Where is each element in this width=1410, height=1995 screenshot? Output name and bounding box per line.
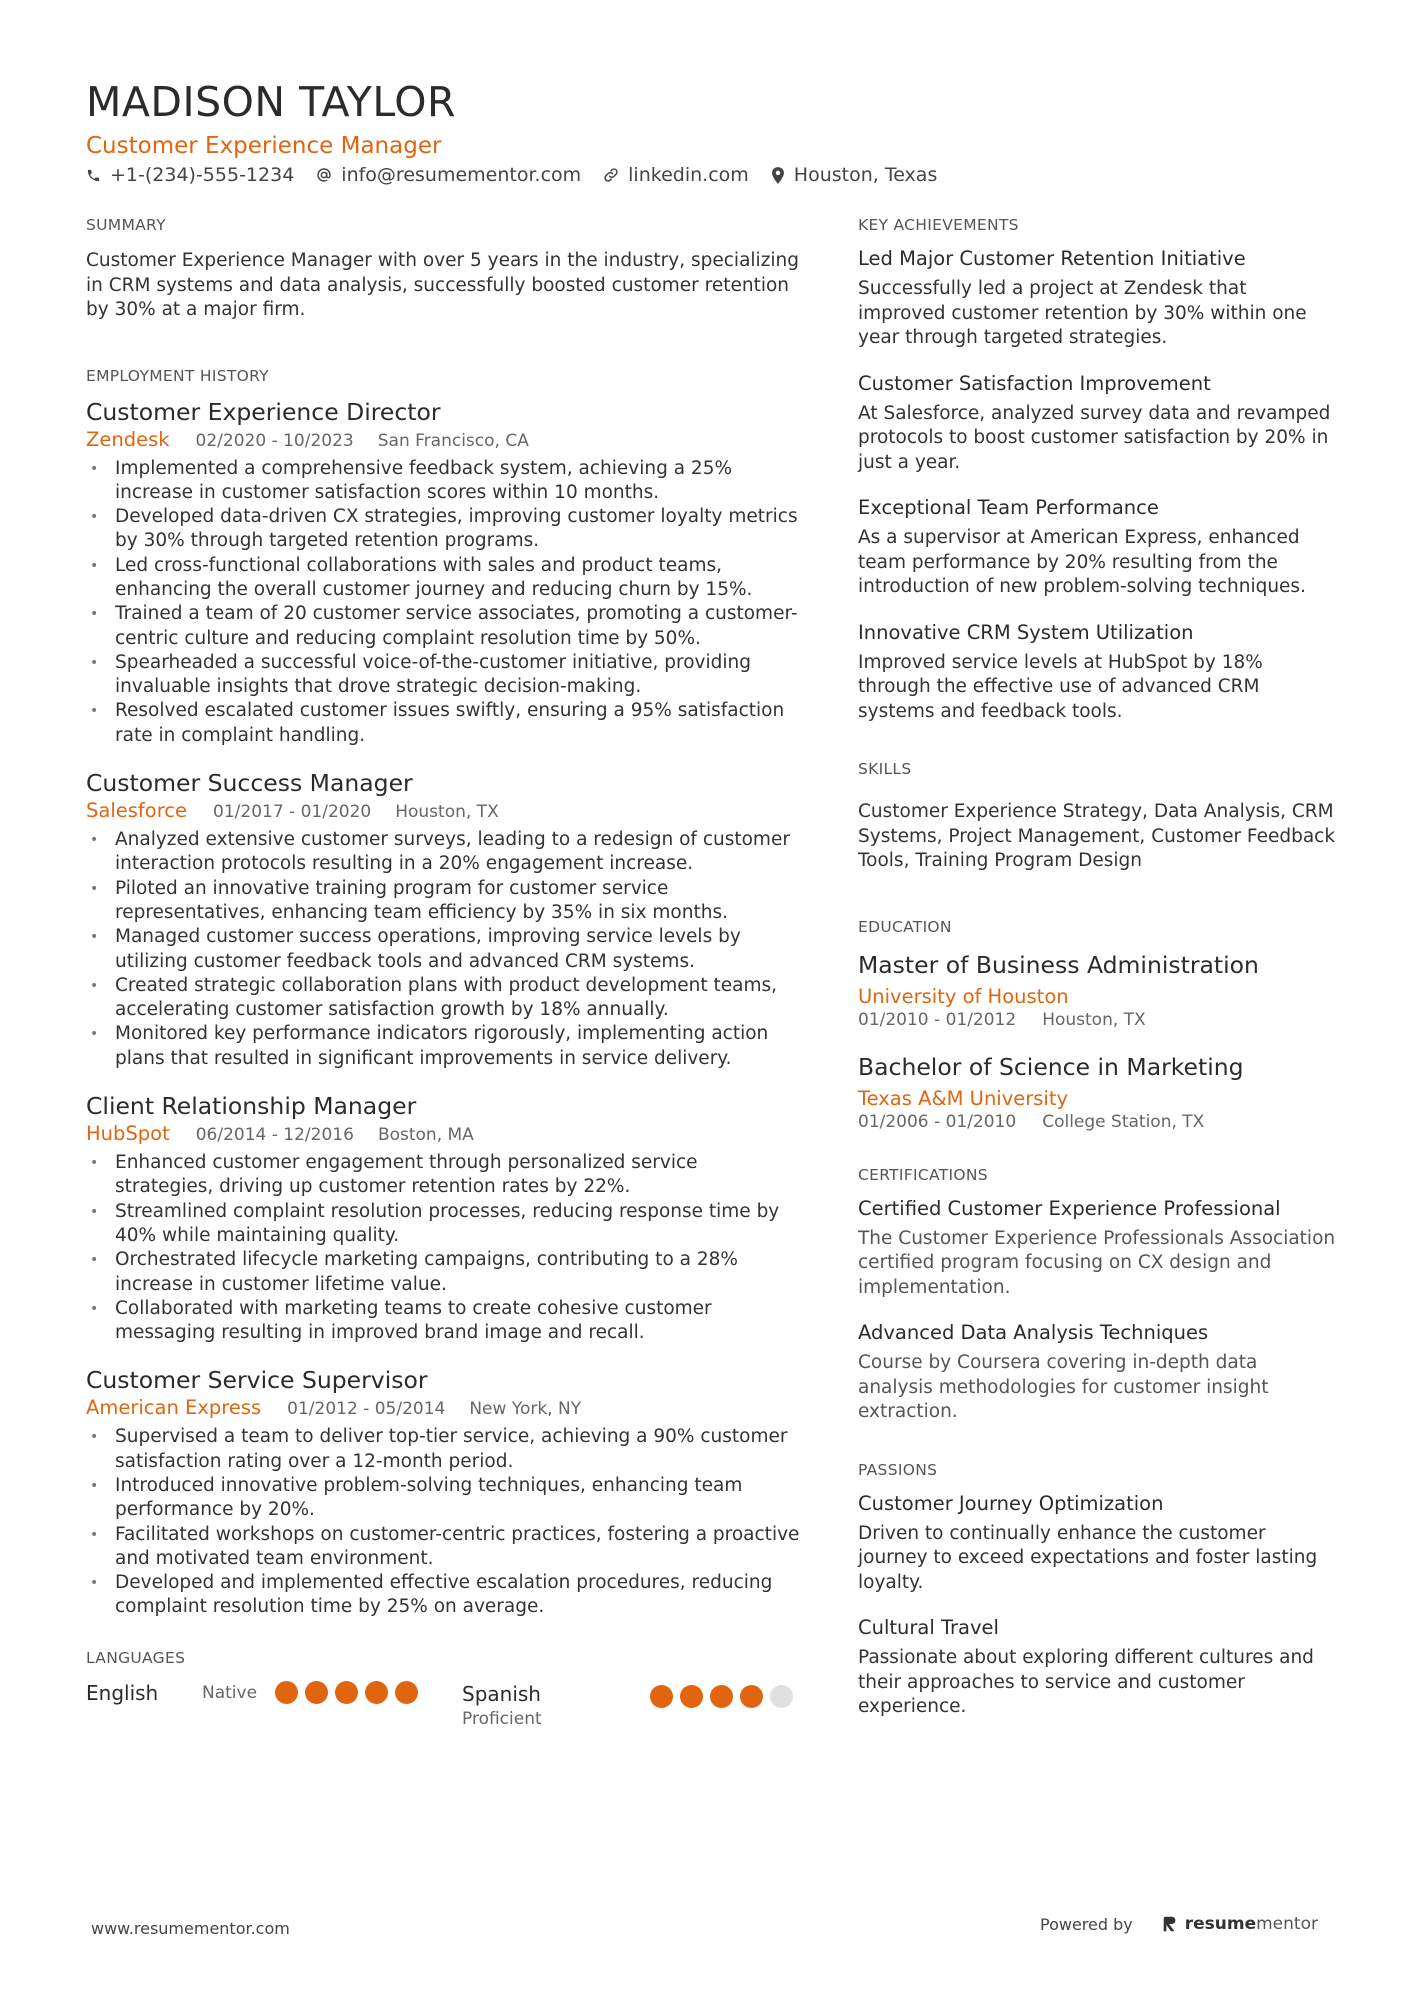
job-title: Customer Success Manager <box>86 769 413 798</box>
job-bullet: • Managed customer success operations, improving service levels by utilizing customer feedback tools and advanced CRM systems. <box>86 925 801 974</box>
section-heading-employment: EMPLOYMENT HISTORY <box>86 366 269 385</box>
language-item <box>462 1681 800 1731</box>
rating-dot-filled <box>680 1685 703 1708</box>
certification-description: Course by Coursera covering in-depth data analysis methodologies for customer insight extraction. <box>858 1352 1269 1422</box>
footer-website-link[interactable]: www.resumementor.com <box>91 1919 290 1938</box>
candidate-name: MADISON TAYLOR <box>86 78 456 126</box>
section-heading-skills: SKILLS <box>858 760 912 778</box>
education-school: Texas A&M University <box>858 1086 1069 1110</box>
job-bullet: • Supervised a team to deliver top-tier service, achieving a 90% customer satisfaction rating over a 12-month period. <box>86 1425 801 1474</box>
job-bullet: • Trained a team of 20 customer service associates, promoting a customer-centric culture and reducing complaint resolution time by 50%. <box>86 602 801 651</box>
achievement-title: Customer Satisfaction Improvement <box>858 371 1211 395</box>
achievement-item <box>858 495 1338 600</box>
job-bullet: • Piloted an innovative training program for customer service representatives, enhancing team efficiency by 35% in six months. <box>86 877 801 926</box>
section-heading-languages: LANGUAGES <box>86 1648 186 1667</box>
location-pin-icon <box>771 167 785 184</box>
job-location: Boston, MA <box>377 1125 474 1146</box>
phone-icon <box>86 168 101 183</box>
job-meta <box>86 1122 801 1145</box>
achievement-item <box>858 246 1338 351</box>
language-rating <box>275 1681 425 1704</box>
job-bullet-list <box>86 1151 801 1345</box>
education-location: Houston, TX <box>1042 1009 1146 1030</box>
job-bullet: • Facilitated workshops on customer-centric practices, fostering a proactive and motivated team environment. <box>86 1523 801 1572</box>
achievement-title: Exceptional Team Performance <box>858 496 1159 519</box>
job-company: American Express <box>86 1396 262 1420</box>
left-column <box>86 216 801 1731</box>
achievement-title: Led Major Customer Retention Initiative <box>858 247 1246 270</box>
rating-dot-filled <box>335 1681 358 1704</box>
language-name: Spanish <box>462 1681 541 1706</box>
job-title: Customer Service Supervisor <box>86 1366 428 1395</box>
certification-item <box>858 1196 1338 1301</box>
language-level: Native <box>202 1682 258 1703</box>
language-rating <box>650 1685 800 1708</box>
education-school: University of Houston <box>858 984 1069 1008</box>
employment-section <box>86 367 801 1620</box>
link-icon <box>603 167 619 183</box>
certification-title: Advanced Data Analysis Techniques <box>858 1321 1209 1344</box>
summary-section <box>86 216 801 323</box>
education-item <box>858 1052 1338 1132</box>
passions-section <box>858 1461 1338 1720</box>
job-dates: 02/2020 - 10/2023 <box>195 430 354 451</box>
contact-linkedin[interactable] <box>603 164 749 186</box>
passion-description: Driven to continually enhance the customer journey to exceed expectations and foster lasting loyalty. <box>858 1522 1318 1593</box>
job-bullet: • Streamlined complaint resolution processes, reducing response time by 40% while maintaining quality. <box>86 1200 801 1249</box>
section-heading-passions: PASSIONS <box>858 1460 938 1479</box>
right-column <box>858 216 1338 1740</box>
education-list <box>858 950 1338 1132</box>
brand-logo[interactable] <box>1161 1914 1318 1934</box>
contact-phone-text: +1-(234)-555-1234 <box>110 164 295 186</box>
skills-text: Customer Experience Strategy, Data Analysis, CRM Systems, Project Management, Customer Feedback Tools, Training Program Design <box>858 801 1336 871</box>
contact-location <box>771 164 938 186</box>
languages-section <box>86 1649 801 1731</box>
education-degree: Master of Business Administration <box>858 950 1259 979</box>
job-bullet: • Created strategic collaboration plans with product development teams, accelerating customer satisfaction growth by 18% annually. <box>86 974 801 1023</box>
job-bullet: • Analyzed extensive customer surveys, leading to a redesign of customer interaction protocols resulting in a 20% engagement increase. <box>86 828 801 877</box>
contact-linkedin-text: linkedin.com <box>628 164 749 186</box>
language-name: English <box>86 1680 159 1705</box>
job-bullet: • Introduced innovative problem-solving techniques, enhancing team performance by 20%. <box>86 1474 801 1523</box>
language-list <box>86 1681 801 1731</box>
rating-dot-filled <box>365 1681 388 1704</box>
rating-dot-filled <box>305 1681 328 1704</box>
education-dates: 01/2010 - 01/2012 <box>858 1009 1017 1030</box>
passion-title: Customer Journey Optimization <box>858 1491 1164 1515</box>
language-item <box>86 1681 462 1705</box>
job-location: New York, NY <box>469 1399 582 1420</box>
rating-dot-filled <box>740 1685 763 1708</box>
brand-name-bold: resume <box>1184 1914 1257 1934</box>
passion-description: Passionate about exploring different cultures and their approaches to service and customer experience. <box>858 1647 1314 1717</box>
education-degree: Bachelor of Science in Marketing <box>858 1052 1244 1081</box>
candidate-title: Customer Experience Manager <box>86 133 442 159</box>
achievement-item <box>858 371 1338 476</box>
contact-phone[interactable] <box>86 164 294 186</box>
job-bullet: • Enhanced customer engagement through personalized service strategies, driving up customer retention rates by 22%. <box>86 1151 801 1200</box>
section-heading-achievements: KEY ACHIEVEMENTS <box>858 216 1019 234</box>
education-dates: 01/2006 - 01/2010 <box>858 1111 1017 1132</box>
job-meta <box>86 1396 801 1419</box>
resumementor-logo-icon <box>1161 1915 1179 1933</box>
achievement-description: At Salesforce, analyzed survey data and revamped protocols to boost customer satisfaction by 20% in just a year. <box>858 402 1331 473</box>
job-dates: 01/2017 - 01/2020 <box>213 802 372 823</box>
brand-name-light: mentor <box>1256 1914 1318 1934</box>
job-meta <box>86 428 801 451</box>
passion-title: Cultural Travel <box>858 1616 999 1639</box>
job-bullet: • Developed data-driven CX strategies, improving customer loyalty metrics by 30% through targeted retention programs. <box>86 505 801 554</box>
section-heading-education: EDUCATION <box>858 917 952 936</box>
education-location: College Station, TX <box>1042 1111 1205 1132</box>
rating-dot-filled <box>395 1681 418 1704</box>
passion-item <box>858 1615 1338 1720</box>
section-heading-certifications: CERTIFICATIONS <box>858 1165 988 1184</box>
job-title: Customer Experience Director <box>86 397 441 426</box>
achievement-description: As a supervisor at American Express, enhanced team performance by 20% resulting from the introduction of new problem-solving techniques. <box>858 527 1306 597</box>
job-company: Salesforce <box>86 799 188 823</box>
certifications-section <box>858 1166 1338 1425</box>
certification-item <box>858 1320 1338 1425</box>
contact-email[interactable] <box>316 164 581 186</box>
certification-list <box>858 1196 1338 1425</box>
skills-section <box>858 760 1338 874</box>
achievement-list <box>858 246 1338 724</box>
achievement-item <box>858 620 1338 725</box>
job-bullet: • Collaborated with marketing teams to create cohesive customer messaging resulting in improved brand image and recall. <box>86 1297 801 1346</box>
job-location: Houston, TX <box>395 802 499 823</box>
achievement-title: Innovative CRM System Utilization <box>858 620 1194 644</box>
contact-bar <box>86 164 959 186</box>
achievement-description: Improved service levels at HubSpot by 18% through the effective use of advanced CRM systems and feedback tools. <box>858 651 1263 722</box>
job-bullet-list <box>86 828 801 1071</box>
job-bullet-list <box>86 1425 801 1619</box>
rating-dot-filled <box>650 1685 673 1708</box>
job-list <box>86 397 801 1620</box>
job-entry <box>86 397 801 749</box>
achievement-description: Successfully led a project at Zendesk that improved customer retention by 30% within one year through targeted strategies. <box>858 278 1307 348</box>
certification-description: The Customer Experience Professionals Association certified program focusing on CX design and implementation. <box>858 1227 1336 1298</box>
job-bullet: • Orchestrated lifecycle marketing campaigns, contributing to a 28% increase in customer lifetime value. <box>86 1248 801 1297</box>
contact-email-text: info@resumementor.com <box>341 164 582 186</box>
footer-branding <box>1040 1914 1318 1934</box>
passion-item <box>858 1491 1338 1596</box>
powered-by-label: Powered by <box>1040 1914 1133 1934</box>
contact-location-text: Houston, Texas <box>793 164 938 186</box>
job-company: Zendesk <box>86 427 170 451</box>
job-title: Client Relationship Manager <box>86 1092 417 1121</box>
job-bullet: • Spearheaded a successful voice-of-the-customer initiative, providing invaluable insights that drove strategic decision-making. <box>86 651 801 700</box>
language-level: Proficient <box>462 1708 542 1729</box>
job-bullet: • Led cross-functional collaborations with sales and product teams, enhancing the overall customer journey and reducing churn by 15%. <box>86 554 801 603</box>
job-entry <box>86 1365 801 1619</box>
job-bullet-list <box>86 457 801 749</box>
education-section <box>858 918 1338 1132</box>
job-entry <box>86 1091 801 1345</box>
section-heading-summary: SUMMARY <box>86 216 166 234</box>
education-meta <box>858 1010 1338 1030</box>
education-meta <box>858 1112 1338 1132</box>
job-meta <box>86 799 801 822</box>
job-bullet: • Implemented a comprehensive feedback system, achieving a 25% increase in customer satisfaction scores within 10 months. <box>86 457 801 506</box>
rating-dot-filled <box>275 1681 298 1704</box>
rating-dot-empty <box>770 1685 793 1708</box>
job-bullet: • Resolved escalated customer issues swiftly, ensuring a 95% satisfaction rate in complaint handling. <box>86 699 801 748</box>
job-location: San Francisco, CA <box>377 430 529 451</box>
achievements-section <box>858 216 1338 724</box>
job-dates: 01/2012 - 05/2014 <box>287 1399 446 1420</box>
passion-list <box>858 1491 1338 1720</box>
summary-text: Customer Experience Manager with over 5 years in the industry, specializing in CRM systems and data analysis, successfully boosted customer retention by 30% at a major firm. <box>86 250 800 320</box>
job-dates: 06/2014 - 12/2016 <box>195 1125 354 1146</box>
job-company: HubSpot <box>86 1122 170 1146</box>
job-bullet: • Developed and implemented effective escalation procedures, reducing complaint resolution time by 25% on average. <box>86 1571 801 1620</box>
job-entry <box>86 768 801 1071</box>
education-item <box>858 950 1338 1030</box>
certification-title: Certified Customer Experience Professional <box>858 1196 1281 1220</box>
at-icon <box>316 167 332 183</box>
job-bullet: • Monitored key performance indicators rigorously, implementing action plans that resulted in significant improvements in service delivery. <box>86 1022 801 1071</box>
rating-dot-filled <box>710 1685 733 1708</box>
